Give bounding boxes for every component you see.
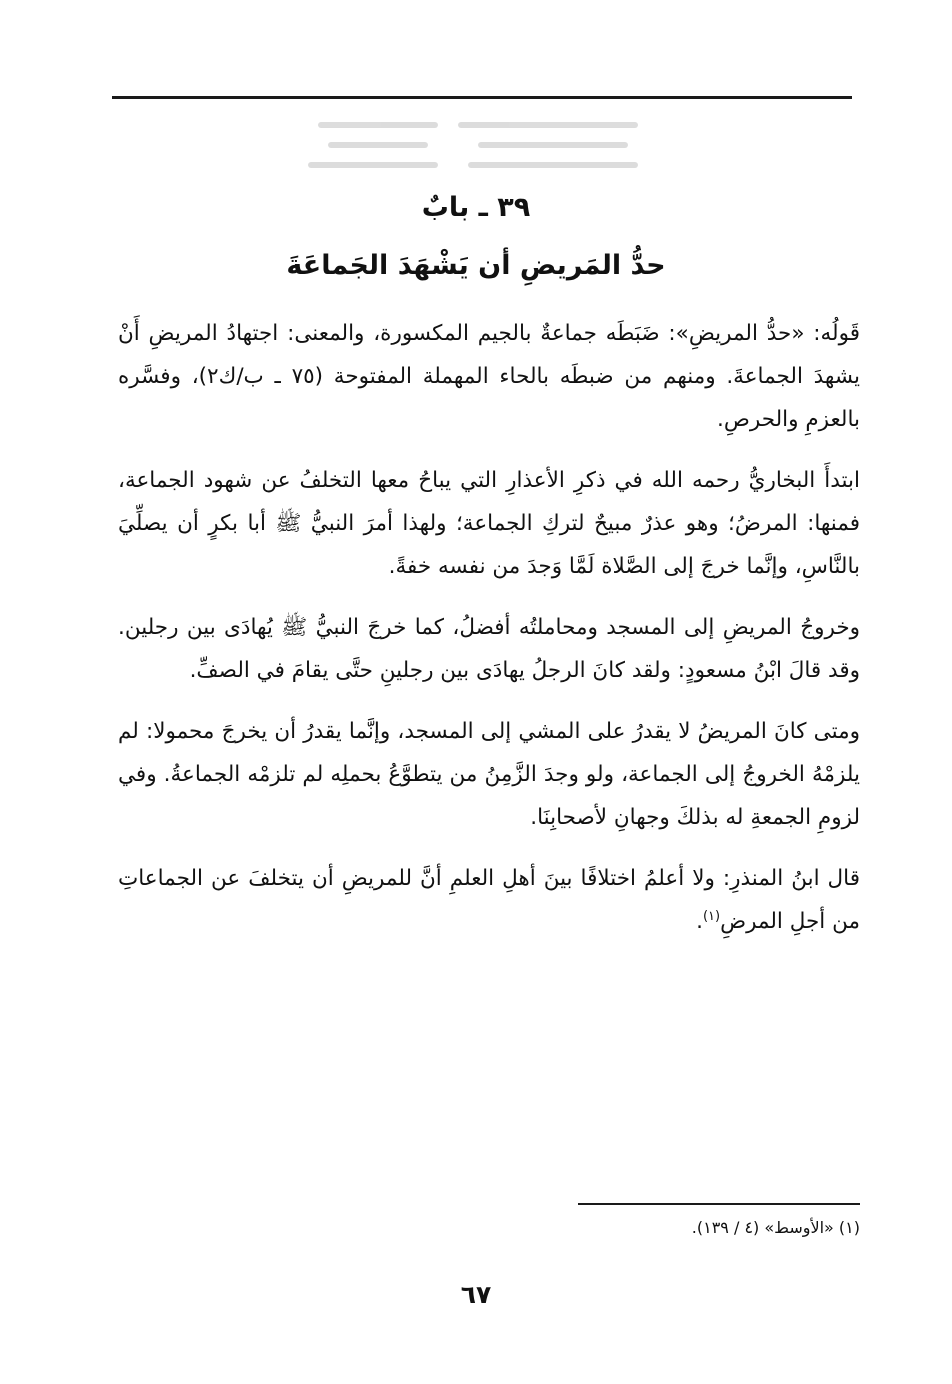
paragraph-4: ومتى كانَ المريضُ لا يقدرُ على المشي إلى المسجد، وإنَّما يقدرُ أن يخرجَ محمولا: لم يلزمْهُ الخروجُ إلى الجماعة، ولو وجدَ الزَّمِنُ من يتطوَّعُ بحملِه لم تلزمْه الجماعةُ. وفي لزومِ الجمعةِ له بذلكَ وجهانِ لأصحابِنَا.: [118, 719, 860, 830]
footnote-reference: (١): [702, 908, 721, 924]
show-through-ornament: [308, 118, 648, 178]
paragraph-3: وخروجُ المريضِ إلى المسجد ومحاملتُه أفضلُ، كما خرجَ النبيُّ ﷺ يُهادَى بين رجلين. وقد قالَ ابْنُ مسعودٍ: ولقد كانَ الرجلُ يهادَى بين رجلينِ حتَّى يقامَ في الصفِّ.: [118, 615, 860, 683]
paragraph-2: ابتدأَ البخاريُّ رحمه الله في ذكرِ الأعذارِ التي يباحُ معها التخلفُ عن شهود الجماعة، فمنها: المرضُ؛ وهو عذرٌ مبيحٌ لتركِ الجماعة؛ ولهذا أمرَ النبيُّ ﷺ أبا بكرٍ أن يصلِّيَ بالنَّاسِ، وإنَّما خرجَ إلى الصَّلاة لَمَّا وَجدَ من نفسه خفةً.: [118, 468, 860, 579]
chapter-title: حدُّ المَريضِ أن يَشْهَدَ الجَماعَةَ: [286, 250, 666, 281]
header-rule: [112, 96, 852, 99]
paragraph-5-end: .: [696, 909, 703, 934]
footnote-rule: [578, 1203, 860, 1205]
paragraph-5: [118, 857, 860, 943]
page-number: ٦٧: [460, 1280, 492, 1309]
main-text: [118, 312, 860, 961]
paragraph-1: قَولُه: «حدُّ المريضِ»: ضَبَطَه جماعةٌ بالجيم المكسورة، والمعنى: اجتهادُ المريضِ أَنْ يشهدَ الجماعةَ. ومنهم من ضبطَه بالحاء المهملة المفتوحة (٧٥ ـ ب/ك٢)، وفسَّره بالعزمِ والحرصِ.: [118, 321, 861, 432]
paragraph-5-text: قال ابنُ المنذرِ: ولا أعلمُ اختلافًا بينَ أهلِ العلمِ أنَّ للمريضِ أن يتخلفَ عن الجماعاتِ من أجلِ المرضِ: [118, 866, 860, 934]
footnote-text: (١) «الأوسط» (٤ / ١٣٩).: [691, 1218, 860, 1237]
chapter-number-heading: ٣٩ ـ بابٌ: [421, 192, 531, 223]
